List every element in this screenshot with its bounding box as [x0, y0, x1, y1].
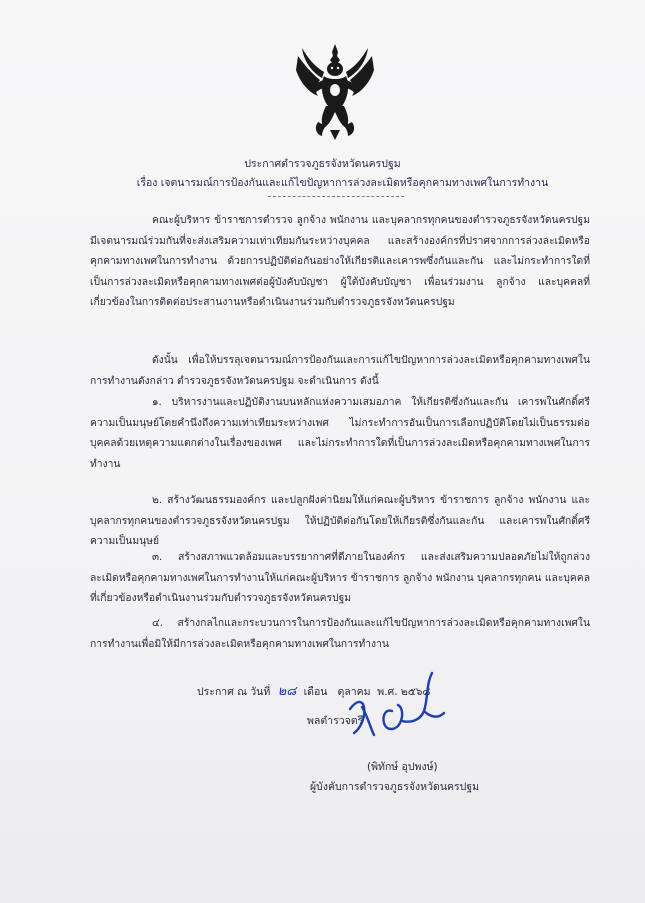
- signer-name: (พิทักษ์ อุปพงษ์): [367, 761, 438, 773]
- title-divider: [268, 196, 404, 197]
- clause-4-paragraph: ๔. สร้างกลไกและกระบวนการในการป้องกันและแก้ไขปัญหาการล่วงละเมิดหรือคุกคามทางเพศในการทำงานเพื่อมิให้มีการล่วงละเมิดหรือคุกคามทางเพศในการทำงาน: [90, 617, 590, 650]
- signer-rank: พลตำรวจตรี: [307, 715, 364, 727]
- announce-month: ตุลาคม: [337, 686, 371, 698]
- clause-1-paragraph: ๑. บริหารงานและปฏิบัติงานบนหลักแห่งความเสมอภาค ให้เกียรติซึ่งกันและกัน เคารพในศักดิ์ศรีความเป็นมนุษย์โดยคำนึงถึงความเท่าเทียมระหว่างเพศ ไม่กระทำการอันเป็นการเลือกปฏิบัติโดยไม่เป็นธรรมต่อบุคคลด้วยเหตุความแตกต่างในเรื่องของเพศ และไม่กระทำการใดที่เป็นการล่วงละเมิดหรือคุกคามทางเพศในการทำงาน: [90, 396, 590, 470]
- announce-prefix: ประกาศ ณ วันที่: [197, 686, 271, 698]
- signer-title: ผู้บังคับการตำรวจภูธรจังหวัดนครปฐม: [310, 781, 480, 793]
- intro-paragraph: คณะผู้บริหาร ข้าราชการตำรวจ ลูกจ้าง พนักงาน และบุคลากรทุกคนของตำรวจภูธรจังหวัดนครปฐม มีเจตนารมณ์ร่วมกันที่จะส่งเสริมความเท่าเทียมกันระหว่างบุคคล และสร้างองค์กรที่ปราศจากการล่วงละเมิดหรือคุกคามทางเพศในการทำงาน ด้วยการปฏิบัติต่อกันอย่างให้เกียรติและเคารพซึ่งกันและกัน และไม่กระทำการใดที่เป็นการล่วงละเมิดหรือคุกคามทางเพศต่อผู้บังคับบัญชา ผู้ใต้บังคับบัญชา เพื่อนร่วมงาน ลูกจ้าง และบุคคลที่เกี่ยวข้องในการติดต่อประสานงานหรือดำเนินงานร่วมกับตำรวจภูธรจังหวัดนครปฐม: [90, 214, 590, 308]
- document-subject: เรื่อง เจตนารมณ์การป้องกันและแก้ไขปัญหาการล่วงละเมิดหรือคุกคามทางเพศในการทำงาน: [136, 177, 549, 189]
- document-title: ประกาศตำรวจภูธรจังหวัดนครปฐม: [244, 158, 401, 170]
- handwritten-signature: [337, 665, 465, 750]
- garuda-emblem-icon: [290, 42, 380, 142]
- clause-3-paragraph: ๓. สร้างสภาพแวดล้อมและบรรยากาศที่ดีภายในองค์กร และส่งเสริมความปลอดภัยไม่ให้ถูกล่วงละเมิดหรือคุกคามทางเพศในการทำงานให้แก่คณะผู้บริหาร ข้าราชการ ลูกจ้าง พนักงาน บุคลากรทุกคน และบุคคลที่เกี่ยวข้องหรือดำเนินงานร่วมกับตำรวจภูธรจังหวัดนครปฐม: [90, 551, 590, 604]
- action-intro-paragraph: ดังนั้น เพื่อให้บรรลุเจตนารมณ์การป้องกันและการแก้ไขปัญหาการล่วงละเมิดหรือคุกคามทางเพศในการทำงานดังกล่าว ตำรวจภูธรจังหวัดนครปฐม จะดำเนินการ ดังนี้: [90, 354, 590, 387]
- announce-month-label: เดือน: [303, 686, 328, 698]
- announce-year: พ.ศ. ๒๕๖๘: [377, 686, 431, 698]
- clause-2-paragraph: ๒. สร้างวัฒนธรรมองค์กร และปลูกฝังค่านิยมให้แก่คณะผู้บริหาร ข้าราชการ ลูกจ้าง พนักงาน และบุคลากรทุกคนของตำรวจภูธรจังหวัดนครปฐม ให้ปฏิบัติต่อกันโดยให้เกียรติซึ่งกันและกัน และเคารพในศักดิ์ศรีความเป็นมนุษย์: [90, 494, 590, 547]
- announce-day: ๒๘: [277, 684, 297, 699]
